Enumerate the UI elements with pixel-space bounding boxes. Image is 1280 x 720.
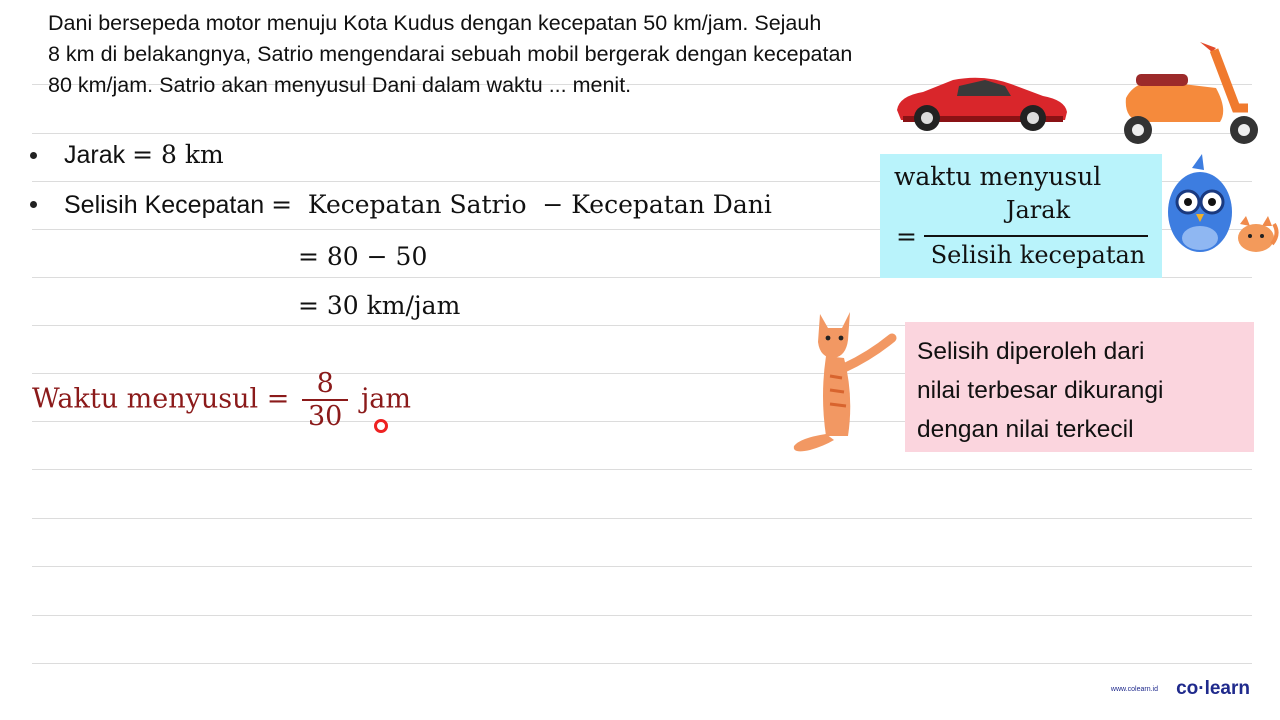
waktu-unit: jam: [360, 383, 412, 415]
pointer-cursor-icon: [374, 419, 388, 433]
formula-title: waktu menyusul: [894, 162, 1102, 191]
bullet-icon: [30, 152, 37, 159]
footer-url: www.colearn.id: [1110, 686, 1158, 693]
selisih-expression: = Kecepatan Satrio − Kecepatan Dani: [271, 190, 772, 219]
question-line-1: Dani bersepeda motor menuju Kota Kudus dengan kecepatan 50 km/jam. Sejauh: [48, 11, 822, 35]
fraction-bar: [924, 235, 1148, 237]
selisih-step-2: = 30 km/jam: [298, 291, 461, 320]
selisih-label: Selisih Kecepatan: [64, 191, 265, 219]
note-line-3: dengan nilai terkecil: [917, 416, 1134, 443]
jarak-value: = 8 km: [132, 140, 224, 169]
cat-pointing-illustration: [790, 306, 900, 456]
small-cat-illustration: [1234, 214, 1280, 258]
scooter-illustration: [1116, 38, 1268, 146]
bullet-icon: [30, 201, 37, 208]
note-line-1: Selisih diperoleh dari: [917, 338, 1145, 365]
formula-box: [880, 154, 1162, 278]
jarak-label: Jarak: [64, 141, 126, 169]
formula-denominator: Selisih kecepatan: [930, 241, 1146, 269]
owl-mascot-illustration: [1162, 152, 1238, 258]
fraction-denominator: 30: [302, 399, 348, 432]
note-line-2: nilai terbesar dikurangi: [917, 377, 1164, 404]
fraction-numerator: 8: [316, 368, 334, 399]
colearn-logo: co·learn: [1176, 678, 1250, 699]
note-box: [905, 322, 1254, 452]
question-line-3: 80 km/jam. Satrio akan menyusul Dani dalam waktu ... menit.: [48, 73, 632, 97]
formula-numerator: Jarak: [1005, 196, 1071, 224]
question-line-2: 8 km di belakangnya, Satrio mengendarai sebuah mobil bergerak dengan kecepatan: [48, 42, 853, 66]
waktu-label: Waktu menyusul =: [32, 383, 290, 415]
question-text: [48, 8, 1008, 101]
waktu-menyusul-result: [32, 368, 411, 432]
red-car-illustration: [893, 70, 1073, 134]
selisih-step-1: = 80 − 50: [298, 242, 428, 271]
formula-equals: =: [896, 222, 917, 251]
waktu-fraction: [302, 368, 348, 432]
